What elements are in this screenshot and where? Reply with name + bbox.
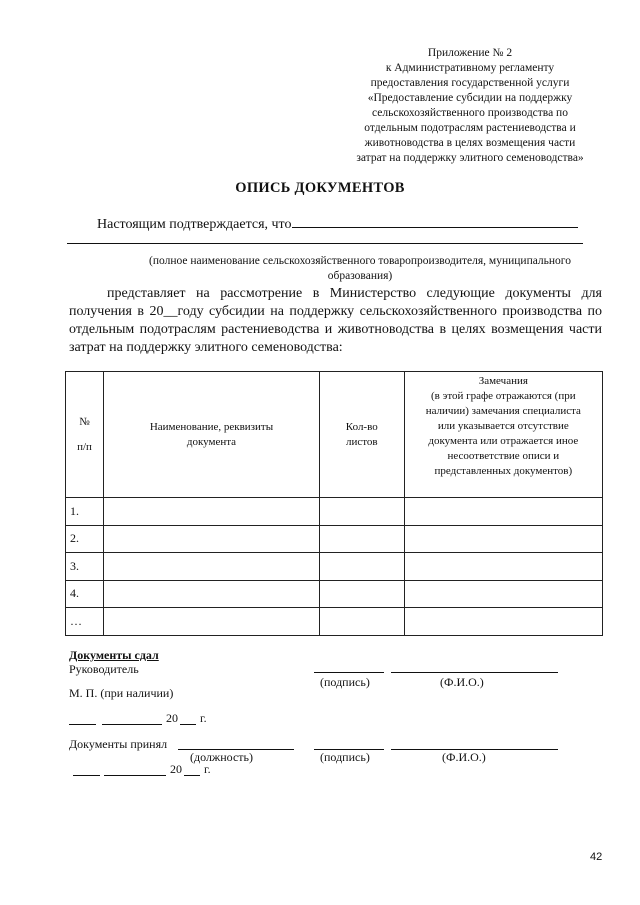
appendix-line: затрат на поддержку элитного семеноводства» bbox=[356, 152, 584, 164]
row-number: 1. bbox=[66, 498, 104, 526]
remarks-cell[interactable] bbox=[404, 525, 602, 553]
row-number: 4. bbox=[66, 580, 104, 608]
document-name-cell[interactable] bbox=[104, 580, 320, 608]
sheets-count-cell[interactable] bbox=[319, 608, 404, 636]
table-row bbox=[66, 608, 603, 636]
appendix-line: предоставления государственной услуги bbox=[370, 77, 570, 89]
accepted-day-field[interactable] bbox=[73, 775, 100, 776]
name-hint-line: (полное наименование сельскохозяйственного товаропроизводителя, муниципального bbox=[149, 255, 571, 267]
appendix-line: отдельным подотраслям растениеводства и bbox=[364, 122, 576, 134]
submitted-fio-caption: (Ф.И.О.) bbox=[440, 675, 484, 689]
stamp-label: М. П. (при наличии) bbox=[69, 686, 174, 700]
header-number-symbol: № bbox=[79, 415, 90, 428]
table-row bbox=[66, 498, 603, 526]
remarks-cell[interactable] bbox=[404, 580, 602, 608]
submitted-fio-field[interactable] bbox=[391, 672, 558, 673]
table-header-row bbox=[66, 372, 603, 498]
accepted-month-field[interactable] bbox=[104, 775, 166, 776]
accepted-year-prefix: 20 bbox=[170, 762, 182, 776]
submitted-signature-caption: (подпись) bbox=[320, 675, 370, 689]
applicant-name-field[interactable] bbox=[292, 212, 578, 228]
document-name-cell[interactable] bbox=[104, 498, 320, 526]
document-name-cell[interactable] bbox=[104, 525, 320, 553]
submitted-title: Документы сдал bbox=[69, 648, 159, 662]
sheets-count-cell[interactable] bbox=[319, 553, 404, 581]
appendix-line: к Административному регламенту bbox=[385, 62, 555, 74]
table-row bbox=[66, 580, 603, 608]
table-row bbox=[66, 525, 603, 553]
document-name-cell[interactable] bbox=[104, 553, 320, 581]
request-paragraph-text: представляет на рассмотрение в Министерство следующие документы для получения в 20__году субсидии на поддержку сельскохозяйственного производства по отдельным подотраслям растениеводства и животноводства в целях возмещения части затрат на поддержку элитного семеноводства: bbox=[69, 286, 602, 355]
name-hint-line: образования) bbox=[327, 270, 393, 282]
submitted-role: Руководитель bbox=[69, 662, 139, 676]
submitted-day-field[interactable] bbox=[69, 724, 96, 725]
accepted-position-caption: (должность) bbox=[190, 750, 253, 764]
header-number bbox=[66, 372, 104, 498]
document-title: ОПИСЬ ДОКУМЕНТОВ bbox=[235, 180, 405, 196]
appendix-line: Приложение № 2 bbox=[427, 47, 513, 59]
row-number: … bbox=[66, 608, 104, 636]
header-remarks bbox=[404, 372, 602, 498]
accepted-signature-caption: (подпись) bbox=[320, 750, 370, 764]
sheets-count-cell[interactable] bbox=[319, 498, 404, 526]
remarks-cell[interactable] bbox=[404, 608, 602, 636]
header-remarks-text: (в этой графе отражаются (при наличии) замечания специалиста или указывается отсутствие документа или отражается иное несоответствие описи и представленных документов) bbox=[425, 390, 581, 477]
applicant-name-field-continuation[interactable] bbox=[67, 243, 583, 244]
remarks-cell[interactable] bbox=[404, 553, 602, 581]
row-number: 3. bbox=[66, 553, 104, 581]
confirm-text: Настоящим подтверждается, что bbox=[97, 217, 292, 232]
document-name-cell[interactable] bbox=[104, 608, 320, 636]
appendix-line: животноводства в целях возмещения части bbox=[364, 137, 576, 149]
accepted-label: Документы принял bbox=[69, 737, 168, 751]
submitted-year-prefix: 20 bbox=[166, 711, 178, 725]
header-remarks-title: Замечания bbox=[478, 375, 528, 387]
accepted-year-field[interactable] bbox=[184, 775, 200, 776]
appendix-header bbox=[330, 46, 610, 166]
header-number-pp: п/п bbox=[77, 440, 92, 453]
accepted-year-suffix: г. bbox=[204, 762, 211, 776]
submitted-month-field[interactable] bbox=[102, 724, 162, 725]
page-number: 42 bbox=[590, 851, 603, 863]
sheets-count-cell[interactable] bbox=[319, 525, 404, 553]
documents-table bbox=[65, 371, 603, 636]
request-paragraph bbox=[69, 285, 602, 357]
name-hint bbox=[110, 254, 610, 284]
confirm-line bbox=[97, 212, 578, 233]
accepted-fio-caption: (Ф.И.О.) bbox=[442, 750, 486, 764]
appendix-line: «Предоставление субсидии на поддержку bbox=[367, 92, 573, 104]
header-sheets-count: Кол-во листов bbox=[319, 372, 404, 498]
sheets-count-cell[interactable] bbox=[319, 580, 404, 608]
table-row bbox=[66, 553, 603, 581]
submitted-signature-field[interactable] bbox=[314, 672, 384, 673]
submitted-year-field[interactable] bbox=[180, 724, 196, 725]
submitted-year-suffix: г. bbox=[200, 711, 207, 725]
remarks-cell[interactable] bbox=[404, 498, 602, 526]
row-number: 2. bbox=[66, 525, 104, 553]
header-document-name: Наименование, реквизиты документа bbox=[104, 372, 320, 498]
appendix-line: сельскохозяйственного производства по bbox=[372, 107, 568, 119]
